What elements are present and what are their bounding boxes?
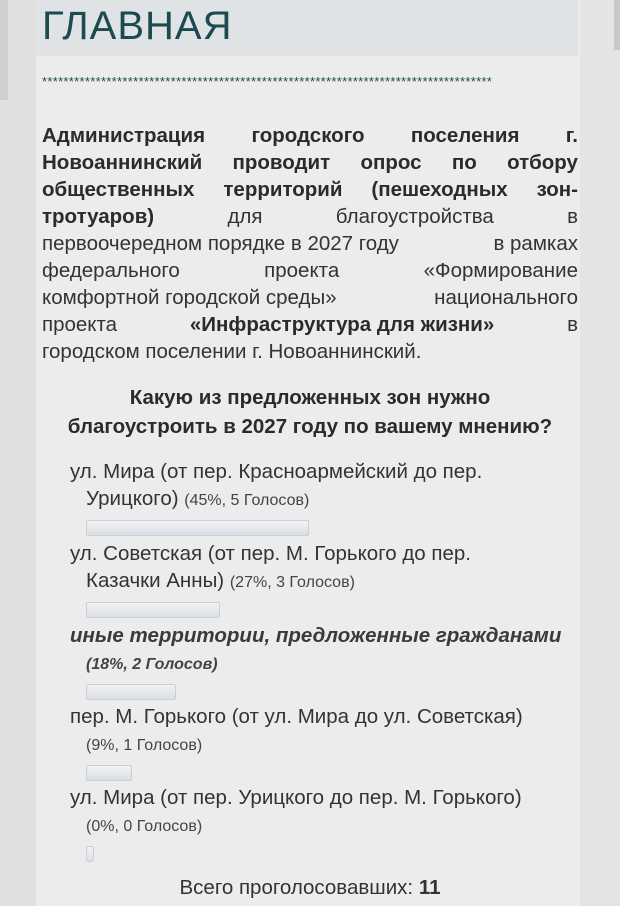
- intro-word: проекта: [264, 259, 340, 282]
- intro-word: первоочередном порядке в 2027 году: [42, 232, 399, 255]
- poll-result-bar: [86, 520, 309, 536]
- poll-option-label: [70, 784, 580, 840]
- poll-option-stat: (45%, 5 Голосов): [184, 492, 310, 509]
- intro-line: [42, 176, 578, 203]
- poll-option-label-line: [70, 649, 580, 678]
- poll-question-line: Какую из предложенных зон нужно: [129, 386, 491, 409]
- intro-line: [42, 311, 578, 338]
- intro-word: общественных: [42, 178, 195, 201]
- intro-line: [42, 284, 578, 311]
- right-frame-edge: [614, 0, 620, 50]
- intro-word: опрос: [360, 151, 422, 174]
- poll-option-label-text: Казачки Анны): [86, 569, 225, 592]
- poll-option-label: [70, 458, 580, 514]
- intro-word: проекта: [42, 313, 118, 336]
- poll-option-label-line: [70, 811, 580, 840]
- poll-option-label: [70, 622, 580, 678]
- poll-option-label-line: [70, 567, 580, 596]
- poll-option-stat: (18%, 2 Голосов): [86, 656, 218, 673]
- poll-option: [70, 703, 580, 781]
- intro-word: поселения: [410, 124, 520, 147]
- intro-word: зон-: [536, 178, 578, 201]
- intro-word: территорий: [223, 178, 343, 201]
- poll-option-stat: (27%, 3 Голосов): [229, 574, 355, 591]
- intro-word: «Формирование: [423, 259, 578, 282]
- intro-line: [42, 149, 578, 176]
- intro-line: [42, 203, 578, 230]
- poll-option-stat: (9%, 1 Голосов): [86, 737, 203, 754]
- poll-option-label-line: ул. Мира (от пер. Урицкого до пер. М. Горького): [70, 786, 522, 809]
- intro-word: Новоаннинский: [42, 151, 203, 174]
- left-frame: [0, 0, 36, 906]
- intro-word: по: [451, 151, 477, 174]
- intro-word: комфортной городской среды»: [42, 286, 337, 309]
- intro-line: [42, 230, 578, 257]
- intro-word: национального: [434, 286, 578, 309]
- poll-option: [70, 622, 580, 700]
- poll-total: [42, 876, 578, 900]
- poll-option-label-text: Урицкого): [86, 487, 179, 510]
- poll-option-label-line: [70, 485, 580, 514]
- intro-word: в: [567, 313, 578, 336]
- intro-word: федерального: [42, 259, 180, 282]
- poll-result-bar: [86, 846, 94, 862]
- intro-word: тротуаров): [42, 205, 155, 228]
- poll-question: [42, 383, 578, 441]
- poll-option-label: [70, 540, 580, 596]
- poll-option-label-line: пер. М. Горького (от ул. Мира до ул. Советская): [70, 705, 523, 728]
- star-divider: ************************************************************************************: [42, 74, 493, 89]
- left-frame-edge: [0, 0, 8, 100]
- intro-word: отбору: [507, 151, 578, 174]
- right-frame: [580, 0, 620, 906]
- intro-text: [42, 122, 578, 365]
- poll-result-bar: [86, 602, 220, 618]
- intro-word: Администрация: [42, 124, 206, 147]
- poll-option-label-line: [70, 730, 580, 759]
- poll-result-bar: [86, 765, 132, 781]
- poll-option-label: [70, 703, 580, 759]
- intro-word: в: [567, 205, 578, 228]
- intro-word: для: [227, 205, 263, 228]
- intro-line: [42, 122, 578, 149]
- poll-option: [70, 784, 580, 862]
- poll-option-label-line: ул. Мира (от пер. Красноармейский до пер.: [70, 460, 483, 483]
- intro-word: «Инфраструктура для жизни»: [189, 313, 495, 336]
- poll-option-label-line: иные территории, предложенные гражданами: [70, 624, 562, 647]
- intro-word: в рамках: [493, 232, 578, 255]
- page-title: ГЛАВНАЯ: [42, 4, 233, 48]
- poll-question-line: благоустроить в 2027 году по вашему мнению?: [67, 415, 553, 438]
- intro-word: проводит: [232, 151, 331, 174]
- poll-total-value: 11: [418, 876, 441, 899]
- poll-total-label: Всего проголосовавших:: [179, 876, 414, 899]
- intro-line: [42, 338, 578, 365]
- poll-option-stat: (0%, 0 Голосов): [86, 818, 203, 835]
- intro-word: городском поселении г. Новоаннинский.: [42, 340, 422, 363]
- poll-option: [70, 540, 580, 618]
- intro-line: [42, 257, 578, 284]
- intro-word: (пешеходных: [371, 178, 508, 201]
- poll-option-label-line: ул. Советская (от пер. М. Горького до пер.: [70, 542, 471, 565]
- intro-word: городского: [251, 124, 365, 147]
- poll-option: [70, 458, 580, 536]
- intro-word: благоустройства: [335, 205, 494, 228]
- intro-word: г.: [565, 124, 578, 147]
- poll-result-bar: [86, 684, 176, 700]
